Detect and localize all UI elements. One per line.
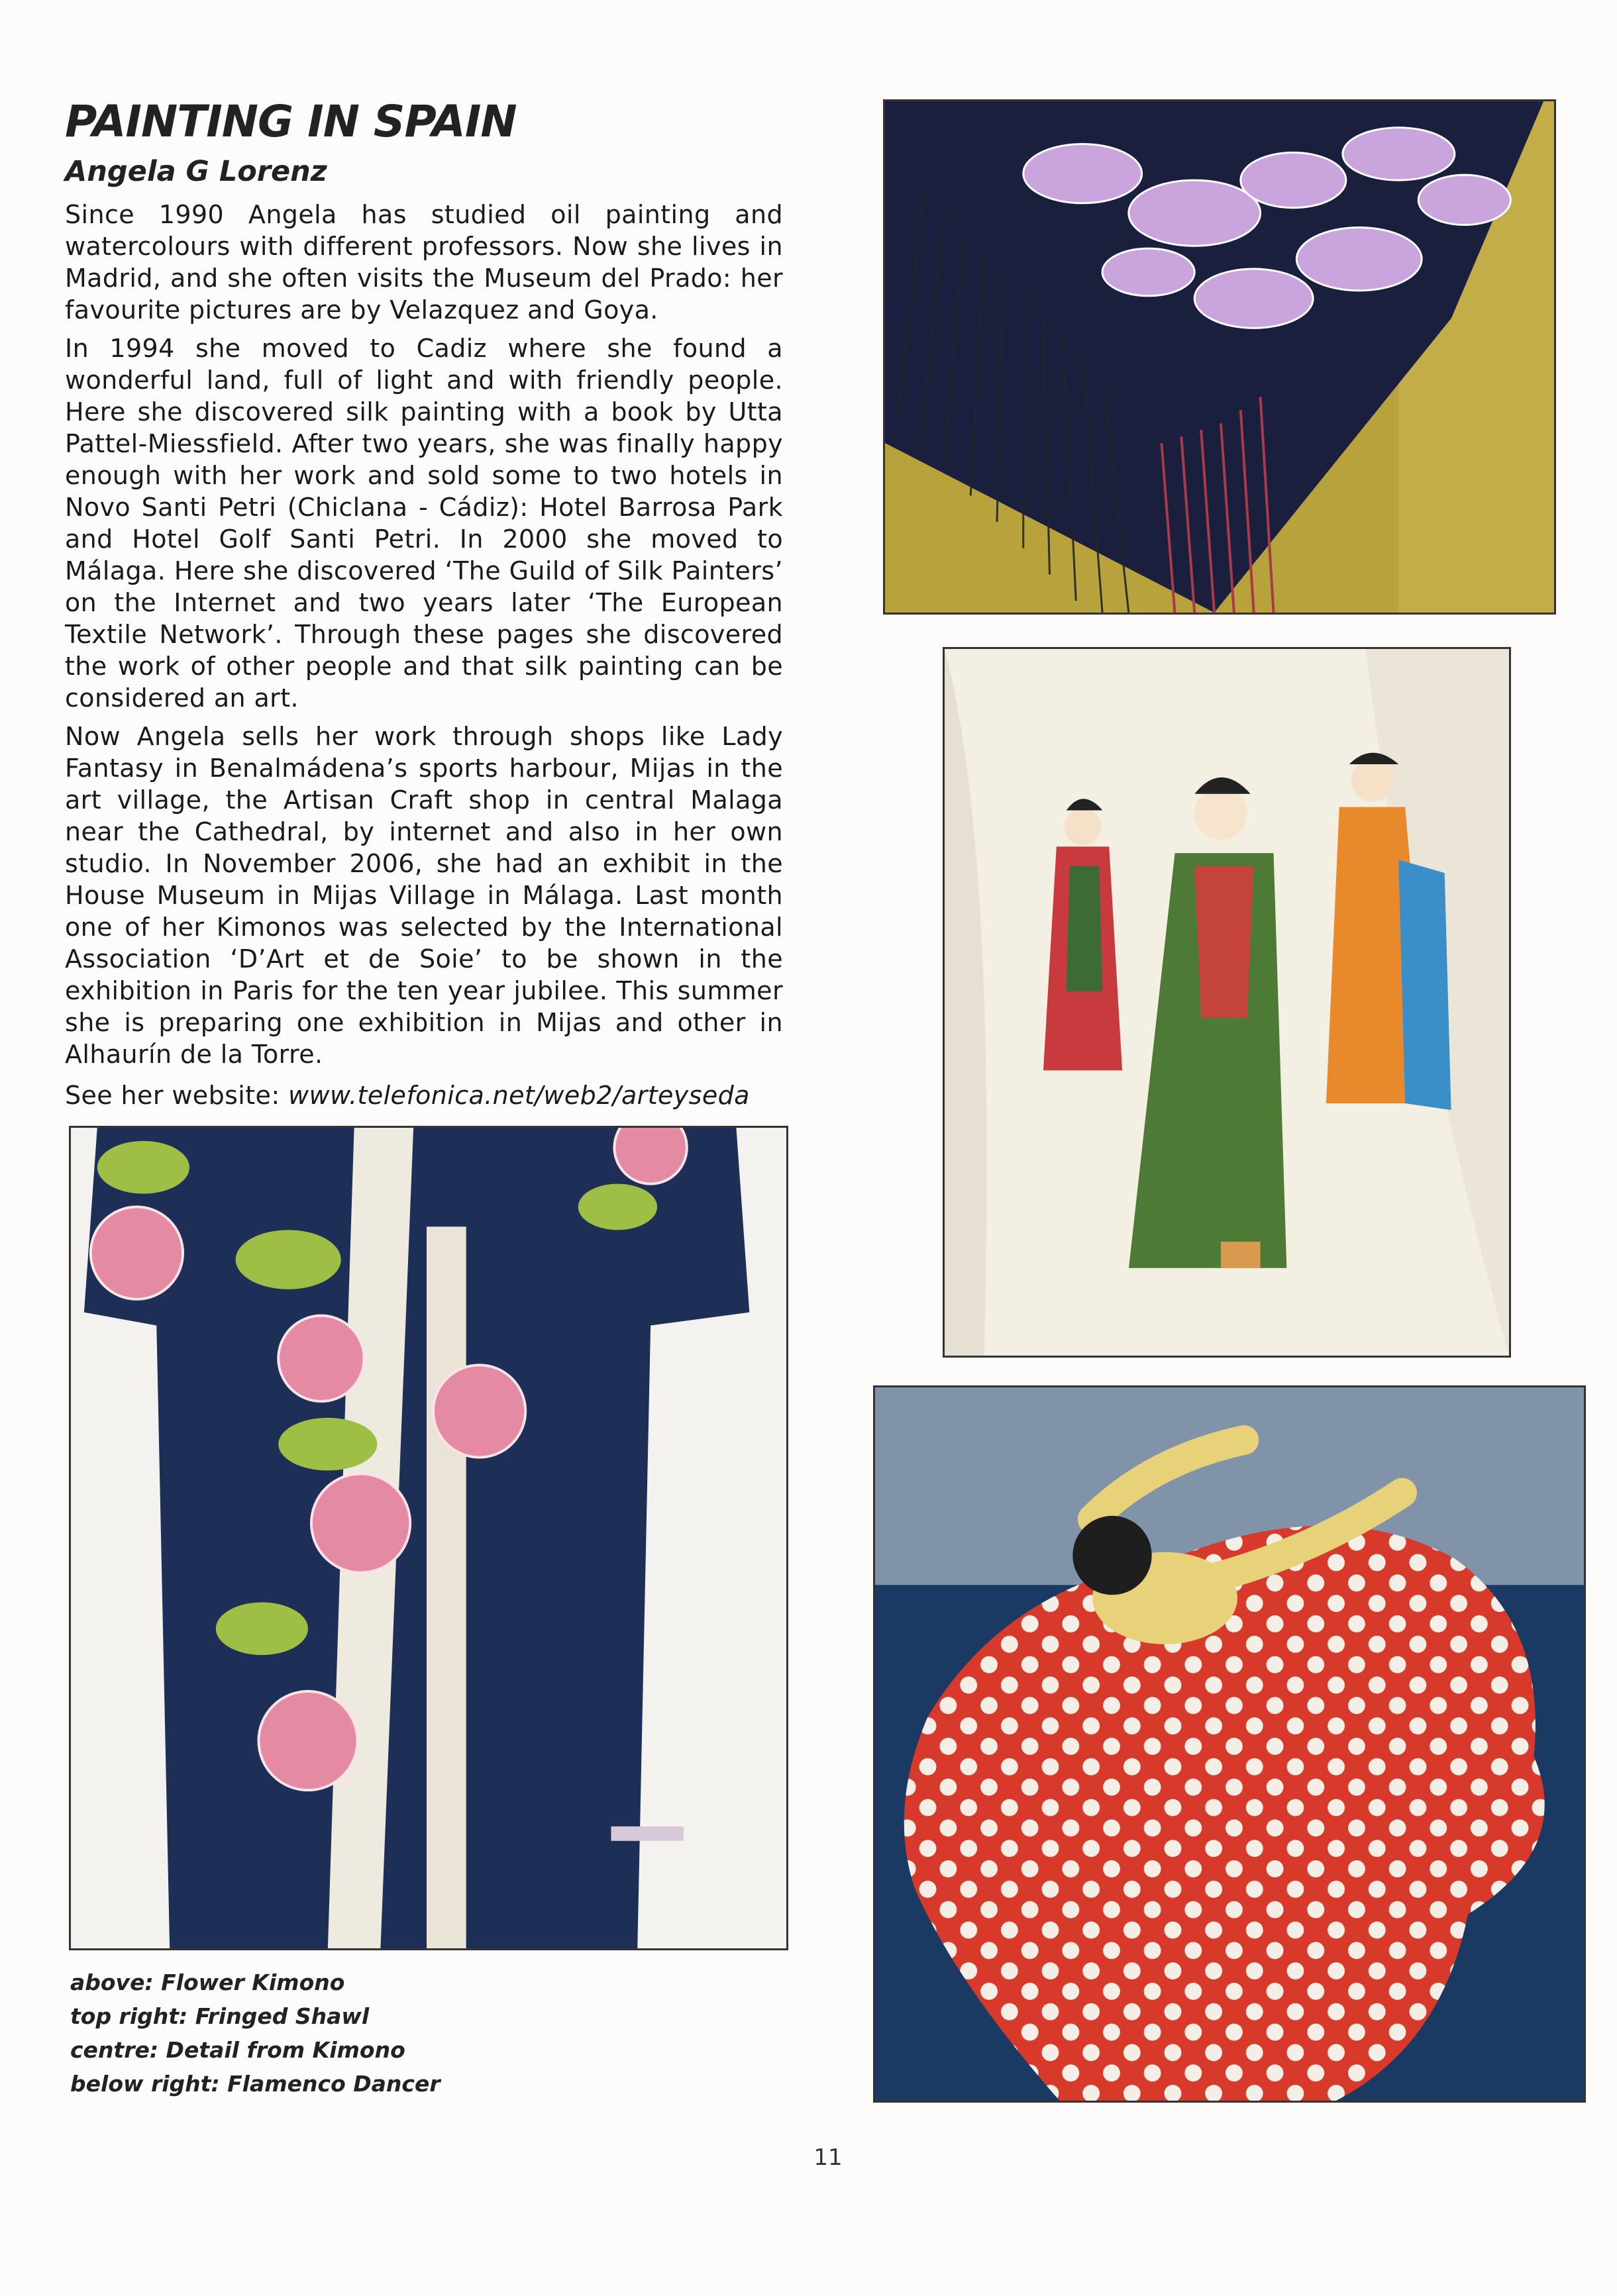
kimono-detail-photo [943, 647, 1511, 1358]
photo-captions [70, 1966, 666, 2101]
kimono-detail-image [945, 649, 1509, 1356]
caption-flamenco-dancer: below right: Flamenco Dancer [70, 2071, 441, 2097]
article-text-column [65, 93, 783, 1111]
fringed-shawl-photo [883, 99, 1556, 615]
article-author: Angela G Lorenz [65, 155, 327, 188]
paragraph-3: Now Angela sells her work through shops like Lady Fantasy in Benalmádena’s sports harbour, Mijas in the art village, the Artisan Craft shop in central Malaga near the Cathedral, by internet and also in her own studio. In November 2006, she had an exhibit in the House Museum in Mijas Village in Málaga. Last month one of her Kimonos was selected by the International Association ‘D’Art et de Soie’ to be shown in the exhibition in Paris for the ten year jubilee. This summer she is preparing one exhibition in Mijas and other in Alhaurín de la Torre. [65, 722, 783, 1069]
flower-kimono-photo [69, 1126, 788, 1950]
page-number: 11 [813, 2144, 843, 2171]
flamenco-dancer-photo [873, 1385, 1586, 2103]
paragraph-1: Since 1990 Angela has studied oil painting and watercolours with different professors. Now she lives in Madrid, and she often visits the Museum del Prado: her favourite pictures are by Velazquez and Goya. [65, 200, 783, 324]
caption-kimono-detail: centre: Detail from Kimono [70, 2037, 405, 2063]
article-title: PAINTING IN SPAIN [65, 96, 517, 147]
website-line [65, 1079, 783, 1111]
caption-flower-kimono: above: Flower Kimono [70, 1970, 345, 1995]
flower-kimono-image [71, 1128, 786, 1948]
fringed-shawl-image [885, 101, 1554, 613]
flamenco-dancer-image [875, 1387, 1584, 2101]
website-label: See her website: [65, 1081, 280, 1110]
website-url[interactable]: www.telefonica.net/web2/arteyseda [288, 1081, 750, 1110]
paragraph-2: In 1994 she moved to Cadiz where she found a wonderful land, full of light and with friendly people. Here she discovered silk painting with a book by Utta Pattel-Miessfield. After two years, she was finally happy enough with her work and sold some to two hotels in Novo Santi Petri (Chiclana - Cádiz): Hotel Barrosa Park and Hotel Golf Santi Petri. In 2000 she moved to Málaga. Here she discovered ‘The Guild of Silk Painters’ on the Internet and two years later ‘The European Textile Network’. Through these pages she discovered the work of other people and that silk painting can be considered an art. [65, 334, 783, 713]
caption-fringed-shawl: top right: Fringed Shawl [70, 2003, 370, 2029]
